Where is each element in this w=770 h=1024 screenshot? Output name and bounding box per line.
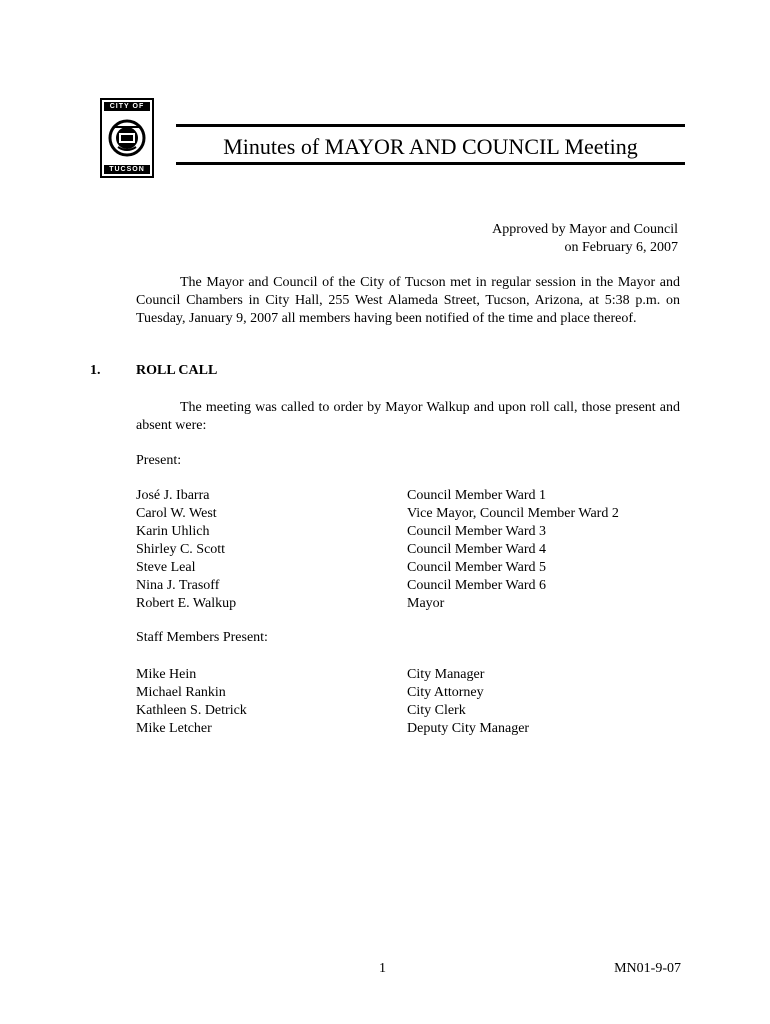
member-role: Council Member Ward 4 [407,542,546,557]
seal-emblem-icon [107,113,147,163]
staff-name: Kathleen S. Detrick [136,703,247,718]
member-role: Mayor [407,596,445,611]
roll-call-paragraph: The meeting was called to order by Mayor Walkup and upon roll call, those present and absent were: [136,400,680,433]
member-name: José J. Ibarra [136,488,210,503]
section-number: 1. [90,363,101,378]
present-label: Present: [136,453,182,468]
member-role-list [407,487,619,613]
section-title: ROLL CALL [136,363,218,378]
staff-name: Mike Hein [136,667,197,682]
logo-top-text: CITY OF [104,102,150,111]
member-role: Council Member Ward 5 [407,560,546,575]
member-name: Steve Leal [136,560,196,575]
title-rule-top [176,124,685,127]
staff-label: Staff Members Present: [136,630,268,645]
title-rule-bottom [176,162,685,165]
member-name: Nina J. Trasoff [136,578,220,593]
member-role: Council Member Ward 6 [407,578,546,593]
staff-role: City Manager [407,667,485,682]
member-name: Karin Uhlich [136,524,210,539]
member-role: Council Member Ward 1 [407,488,546,503]
member-role: Council Member Ward 3 [407,524,546,539]
staff-role: Deputy City Manager [407,721,530,736]
member-name-list [136,487,236,613]
staff-name: Michael Rankin [136,685,226,700]
document-code: MN01-9-07 [614,961,681,976]
page-number: 1 [379,961,386,976]
staff-name-list [136,666,247,738]
logo-bottom-text: TUCSON [104,165,150,174]
member-role: Vice Mayor, Council Member Ward 2 [407,506,619,521]
approval-note [492,221,678,257]
staff-name: Mike Letcher [136,721,212,736]
member-name: Robert E. Walkup [136,596,237,611]
staff-role: City Clerk [407,703,466,718]
staff-role-list [407,666,529,738]
approval-line-1: Approved by Mayor and Council [492,222,678,237]
staff-role: City Attorney [407,685,484,700]
member-name: Shirley C. Scott [136,542,226,557]
approval-line-2: on February 6, 2007 [564,240,678,255]
city-seal-logo [100,98,154,178]
member-name: Carol W. West [136,506,217,521]
document-title: Minutes of MAYOR AND COUNCIL Meeting [223,134,638,159]
intro-paragraph: The Mayor and Council of the City of Tucson met in regular session in the Mayor and Council Chambers in City Hall, 255 West Alameda Street, Tucson, Arizona, at 5:38 p.m. on Tuesday, January 9, 2007 all members having been notified of the time and place thereof. [136,275,680,326]
